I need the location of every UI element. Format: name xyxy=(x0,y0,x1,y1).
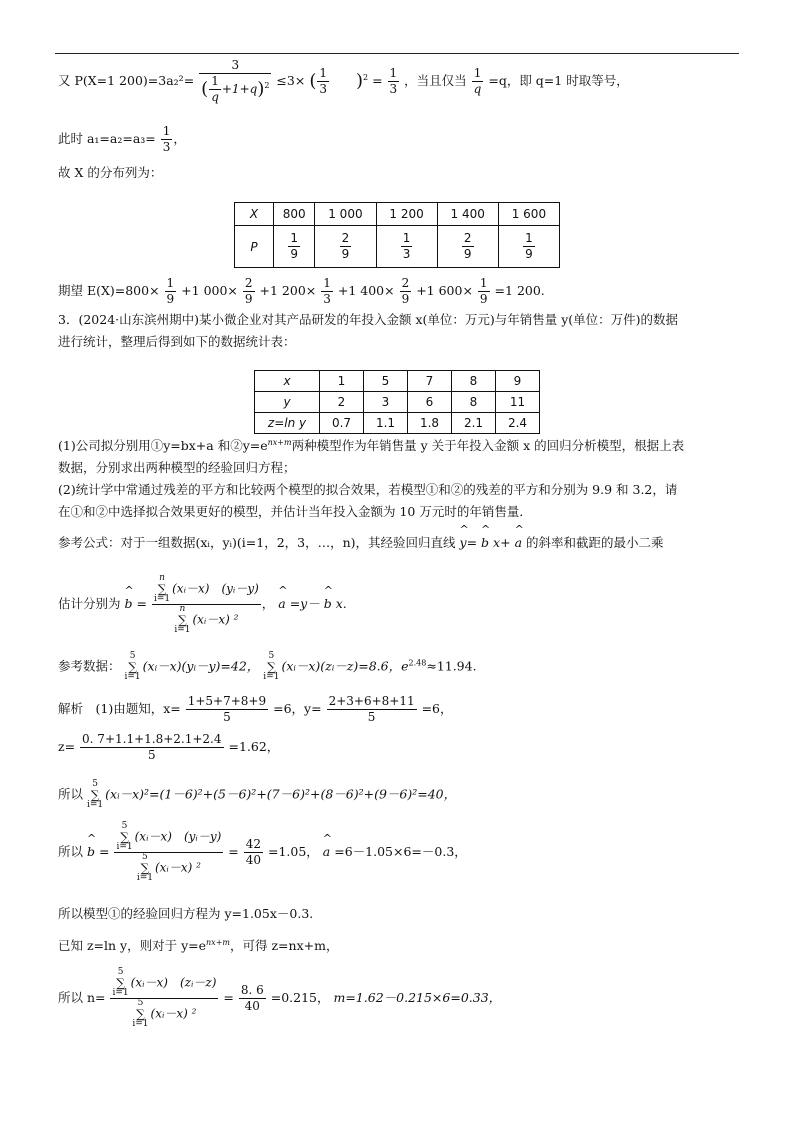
reference-line2: 估计分别为 ^ b = n ∑ i=1(xᵢ－x) (yᵢ－y) n ∑ i=1(xᵢ－x) ² ， ^ a =y－ ^ b x. xyxy=(58,574,347,635)
solution-line2: z= $\frac{0. 7+1.1+1.8+2.1+2.4}{5}$ =1.62， xyxy=(58,732,280,762)
ref-data-a: 参考数据： xyxy=(58,658,121,674)
sol1-b: =6，y= xyxy=(273,701,322,716)
data-table xyxy=(254,370,540,434)
data-header-x: x xyxy=(255,371,320,392)
data-cell: 1 xyxy=(320,371,364,392)
a-hat: ^ a xyxy=(515,535,522,550)
dist-p-cell: $\frac{1}{9}$ xyxy=(498,226,559,268)
y-hat: ^ y xyxy=(460,535,467,550)
prob-small-num: 1 xyxy=(319,66,327,80)
question1-line2: 数据，分别求出两种模型的经验回归方程； xyxy=(58,460,296,475)
then-den: 3 xyxy=(162,140,171,154)
sol1-num2: 2+3+6+8+11 xyxy=(328,694,415,708)
sol6-b: ，可得 z=nx+m， xyxy=(229,938,339,954)
ref-data-b: (xᵢ－x)(yᵢ－y)=42， xyxy=(142,658,260,674)
prob-den-c: +1+q xyxy=(221,82,258,96)
ref1-a: 参考公式：对于一组数据(xᵢ，yᵢ)(i=1，2，3，…，n)，其经验回归直线 xyxy=(58,535,456,550)
dist-x-cell: 1 000 xyxy=(315,203,376,226)
exp-t3: +1 400× xyxy=(337,283,395,298)
ref2-a: 估计分别为 xyxy=(58,596,121,611)
ref1-b: 的斜率和截距的最小二乘 xyxy=(526,535,664,550)
dist-p-cell: $\frac{2}{9}$ xyxy=(437,226,498,268)
dist-x-cell: 1 200 xyxy=(376,203,437,226)
sol3-b: (xᵢ－x)²=(1－6)²+(5－6)²+(7－6)²+(8－6)²+(9－6)²=40， xyxy=(105,786,457,802)
sol1-den: 5 xyxy=(223,710,231,724)
b-hat: ^ b xyxy=(481,535,489,550)
sol4-fnum: 42 xyxy=(245,837,262,851)
q1-b: 两种模型作为年销售量 y 关于年投入金额 x 的回归分析模型，根据上表 xyxy=(291,438,685,454)
prob-cond-den: q xyxy=(473,82,482,96)
prob-result-num: 1 xyxy=(389,66,398,80)
ref2-num: (xᵢ－x) (yᵢ－y) xyxy=(172,581,259,596)
sol7-fden: 40 xyxy=(244,999,260,1013)
dist-x-cell: 1 400 xyxy=(437,203,498,226)
prob-den: ( $\frac{1}{q}$ +1+q)$^2$ xyxy=(201,74,270,104)
dist-p-cell: $\frac{1}{9}$ xyxy=(274,226,315,268)
sol3-a: 所以 xyxy=(58,786,84,802)
sol4-c: =6－1.05×6=－0.3， xyxy=(334,844,467,859)
then-line: 此时 a₁=a₂=a₃= $\frac{1}{3}$ ， xyxy=(58,124,186,154)
then-text: 此时 a₁=a₂=a₃= xyxy=(58,131,156,146)
data-cell: 8 xyxy=(452,392,496,413)
solution-line3: 所以 5 ∑ i=1(xᵢ－x)²=(1－6)²+(5－6)²+(7－6)²+(8－6)²+(9－6)²=40， xyxy=(58,779,457,810)
data-header-z: z=ln y xyxy=(255,413,320,434)
sol4-b: =1.05， xyxy=(268,844,319,859)
ref-fraction: n ∑ i=1(xᵢ－x) (yᵢ－y) n ∑ i=1(xᵢ－x) ² xyxy=(153,573,259,635)
data-cell: 9 xyxy=(496,371,540,392)
data-cell: 8 xyxy=(452,371,496,392)
exp-prefix: 期望 E(X)=800× xyxy=(58,283,160,298)
prob-den-b: q xyxy=(211,90,219,104)
b-hat: ^ b xyxy=(125,596,133,611)
solution-line5: 所以模型①的经验回归方程为 y=1.05x－0.3. xyxy=(58,906,314,921)
question2-line2: 在①和②中选择拟合效果更好的模型，并估计当年投入金额为 10 万元时的年销售量． xyxy=(58,504,532,519)
ref-data-d: ≈11.94. xyxy=(426,658,477,674)
ref-data-c: (xᵢ－x)(zᵢ－z)=8.6，e xyxy=(281,658,409,674)
data-cell: 5 xyxy=(364,371,408,392)
b-hat: ^ b xyxy=(87,844,95,859)
solution-line6 xyxy=(58,938,338,953)
data-cell: 0.7 xyxy=(320,413,364,434)
exp-t4: +1 600× xyxy=(416,283,473,298)
data-cell: 11 xyxy=(496,392,540,413)
sol7-b: =0.215， xyxy=(270,990,330,1005)
solution-line4: 所以 ^ b = 5 ∑ i=1(xᵢ－x) (yᵢ－y) 5 ∑ i=1(xᵢ－x) ² = $\frac{42}{40}$ =1.05， ^ a =6－1.05×6=－0.3， xyxy=(58,822,467,883)
sol4-fraction: 5 ∑ i=1(xᵢ－x) (yᵢ－y) 5 ∑ i=1(xᵢ－x) ² xyxy=(116,821,222,883)
prob-den-a: 1 xyxy=(209,74,221,90)
question1-line1 xyxy=(58,438,684,453)
sol4-den: (xᵢ－x) ² xyxy=(154,860,201,875)
dist-x-label: X xyxy=(235,203,274,226)
sol4-num: (xᵢ－x) (yᵢ－y) xyxy=(134,829,222,844)
prob-fraction xyxy=(199,58,271,105)
sol2-a: z= xyxy=(58,739,76,754)
dist-intro: 故 X 的分布列为： xyxy=(58,165,163,180)
dist-p-cell: $\frac{2}{9}$ xyxy=(315,226,376,268)
solution-line1: 解析 (1)由题知，x= $\frac{1+5+7+8+9}{5}$ =6，y= $\frac{2+3+6+8+11}{5}$ =6， xyxy=(58,694,453,724)
data-header-y: y xyxy=(255,392,320,413)
sol7-num: (xᵢ－x) (zᵢ－z) xyxy=(130,975,217,990)
sol1-c: =6， xyxy=(421,701,453,716)
sol2-b: =1.62， xyxy=(228,739,280,754)
problem3-line1: 3．(2024·山东滨州期中)某小微企业对其产品研发的年投入金额 x(单位：万元)与年销售量 y(单位：万件)的数据 xyxy=(58,312,679,327)
dist-x-cell: 1 600 xyxy=(498,203,559,226)
ref2-c: x. xyxy=(335,596,347,611)
a-hat: ^ a xyxy=(278,596,285,611)
exp-t1: +1 000× xyxy=(181,283,238,298)
solution-line7: 所以 n= 5 ∑ i=1(xᵢ－x) (zᵢ－z) 5 ∑ i=1(xᵢ－x) ² = $\frac{8. 6}{40}$ =0.215， m=1.62－0.215×6=0.33， xyxy=(58,967,502,1029)
sol1-num1: 1+5+7+8+9 xyxy=(187,694,267,708)
sol1-a: 解析 (1)由题知，x= xyxy=(58,701,181,716)
expectation-line: 期望 E(X)=800× $\frac{1}{9}$ +1 000× $\frac{2}{9}$ +1 200× $\frac{1}{3}$ +1 400× $\frac{2}{9}$ +1 600× $\frac{1}{9}$ =1 200. xyxy=(58,276,545,306)
ref-data-sup: 2.48 xyxy=(408,658,427,668)
dist-p-label: P xyxy=(235,226,274,268)
prob-num: 3 xyxy=(199,58,271,74)
reference-line1: 参考公式：对于一组数据(xᵢ，yᵢ)(i=1，2，3，…，n)，其经验回归直线 ^ y= ^ b x+ ^ a 的斜率和截距的最小二乘 xyxy=(58,535,664,550)
q1-a: (1)公司拟分别用①y=bx+a 和②y=e xyxy=(58,438,268,454)
then-num: 1 xyxy=(162,124,171,138)
data-cell: 7 xyxy=(408,371,452,392)
data-cell: 6 xyxy=(408,392,452,413)
dist-p-cell: $\frac{1}{3}$ xyxy=(376,226,437,268)
b-hat: ^ b xyxy=(324,596,332,611)
sol6-sup: nx+m xyxy=(206,938,230,947)
sol7-fnum: 8. 6 xyxy=(240,983,264,997)
sol2-num: 0. 7+1.1+1.8+2.1+2.4 xyxy=(82,732,222,746)
prob-line: 又 P(X=1 200)=3a₂²= 3 ( $\frac{1}{q}$ +1+q)$^2$ ≤3× ( $\frac{1}{3}$ )$^2$ = $\frac{1}{3}$ ，当且仅当 $\frac{1}{q}$ =q，即 q=1 时取等号， xyxy=(58,58,629,104)
prob-cond-num: 1 xyxy=(472,66,484,82)
sol7-c: m=1.62－0.215×6=0.33， xyxy=(333,990,502,1005)
a-hat: ^ a xyxy=(323,844,330,859)
prob-result-den: 3 xyxy=(389,82,398,96)
sol7-a: 所以 n= xyxy=(58,990,106,1005)
header-rule xyxy=(55,53,739,54)
sol6-a: 已知 z=ln y，则对于 y=e xyxy=(58,938,207,954)
dist-x-cell: 800 xyxy=(274,203,315,226)
sol4-a: 所以 xyxy=(58,844,84,859)
sol4-fden: 40 xyxy=(245,853,262,867)
prob-lhs: 又 P(X=1 200)=3a₂²= xyxy=(58,73,195,88)
data-cell: 3 xyxy=(364,392,408,413)
problem3-line2: 进行统计，整理后得到如下的数据统计表： xyxy=(58,334,296,349)
data-cell: 2.4 xyxy=(496,413,540,434)
sol7-fraction: 5 ∑ i=1(xᵢ－x) (zᵢ－z) 5 ∑ i=1(xᵢ－x) ² xyxy=(112,967,217,1029)
prob-cond-eq: =q，即 q=1 时取等号， xyxy=(488,73,629,88)
question2-line1: (2)统计学中常通过残差的平方和比较两个模型的拟合效果，若模型①和②的残差的平方和分别为 9.9 和 3.2，请 xyxy=(58,482,678,497)
ref2-b: =y－ xyxy=(289,596,320,611)
data-cell: 2 xyxy=(320,392,364,413)
ref2-den: (xᵢ－x) ² xyxy=(192,612,239,627)
data-cell: 2.1 xyxy=(452,413,496,434)
prob-eq: = xyxy=(372,73,383,88)
reference-data: 参考数据： 5 ∑ i=1(xᵢ－x)(yᵢ－y)=42， 5 ∑ i=1(xᵢ－x)(zᵢ－z)=8.6，$e^{2.48}\approx 11.94$. xyxy=(58,651,477,682)
prob-leq: ≤3× xyxy=(276,73,306,88)
q1-sup: nx+m xyxy=(267,438,292,447)
prob-cond: ，当且仅当 xyxy=(404,73,467,88)
exp-result: =1 200. xyxy=(494,283,545,298)
distribution-table xyxy=(234,202,560,268)
data-cell: 1.1 xyxy=(364,413,408,434)
prob-three: 3 xyxy=(319,82,327,96)
sol7-den: (xᵢ－x) ² xyxy=(150,1006,197,1021)
data-cell: 1.8 xyxy=(408,413,452,434)
exp-t2: +1 200× xyxy=(259,283,317,298)
